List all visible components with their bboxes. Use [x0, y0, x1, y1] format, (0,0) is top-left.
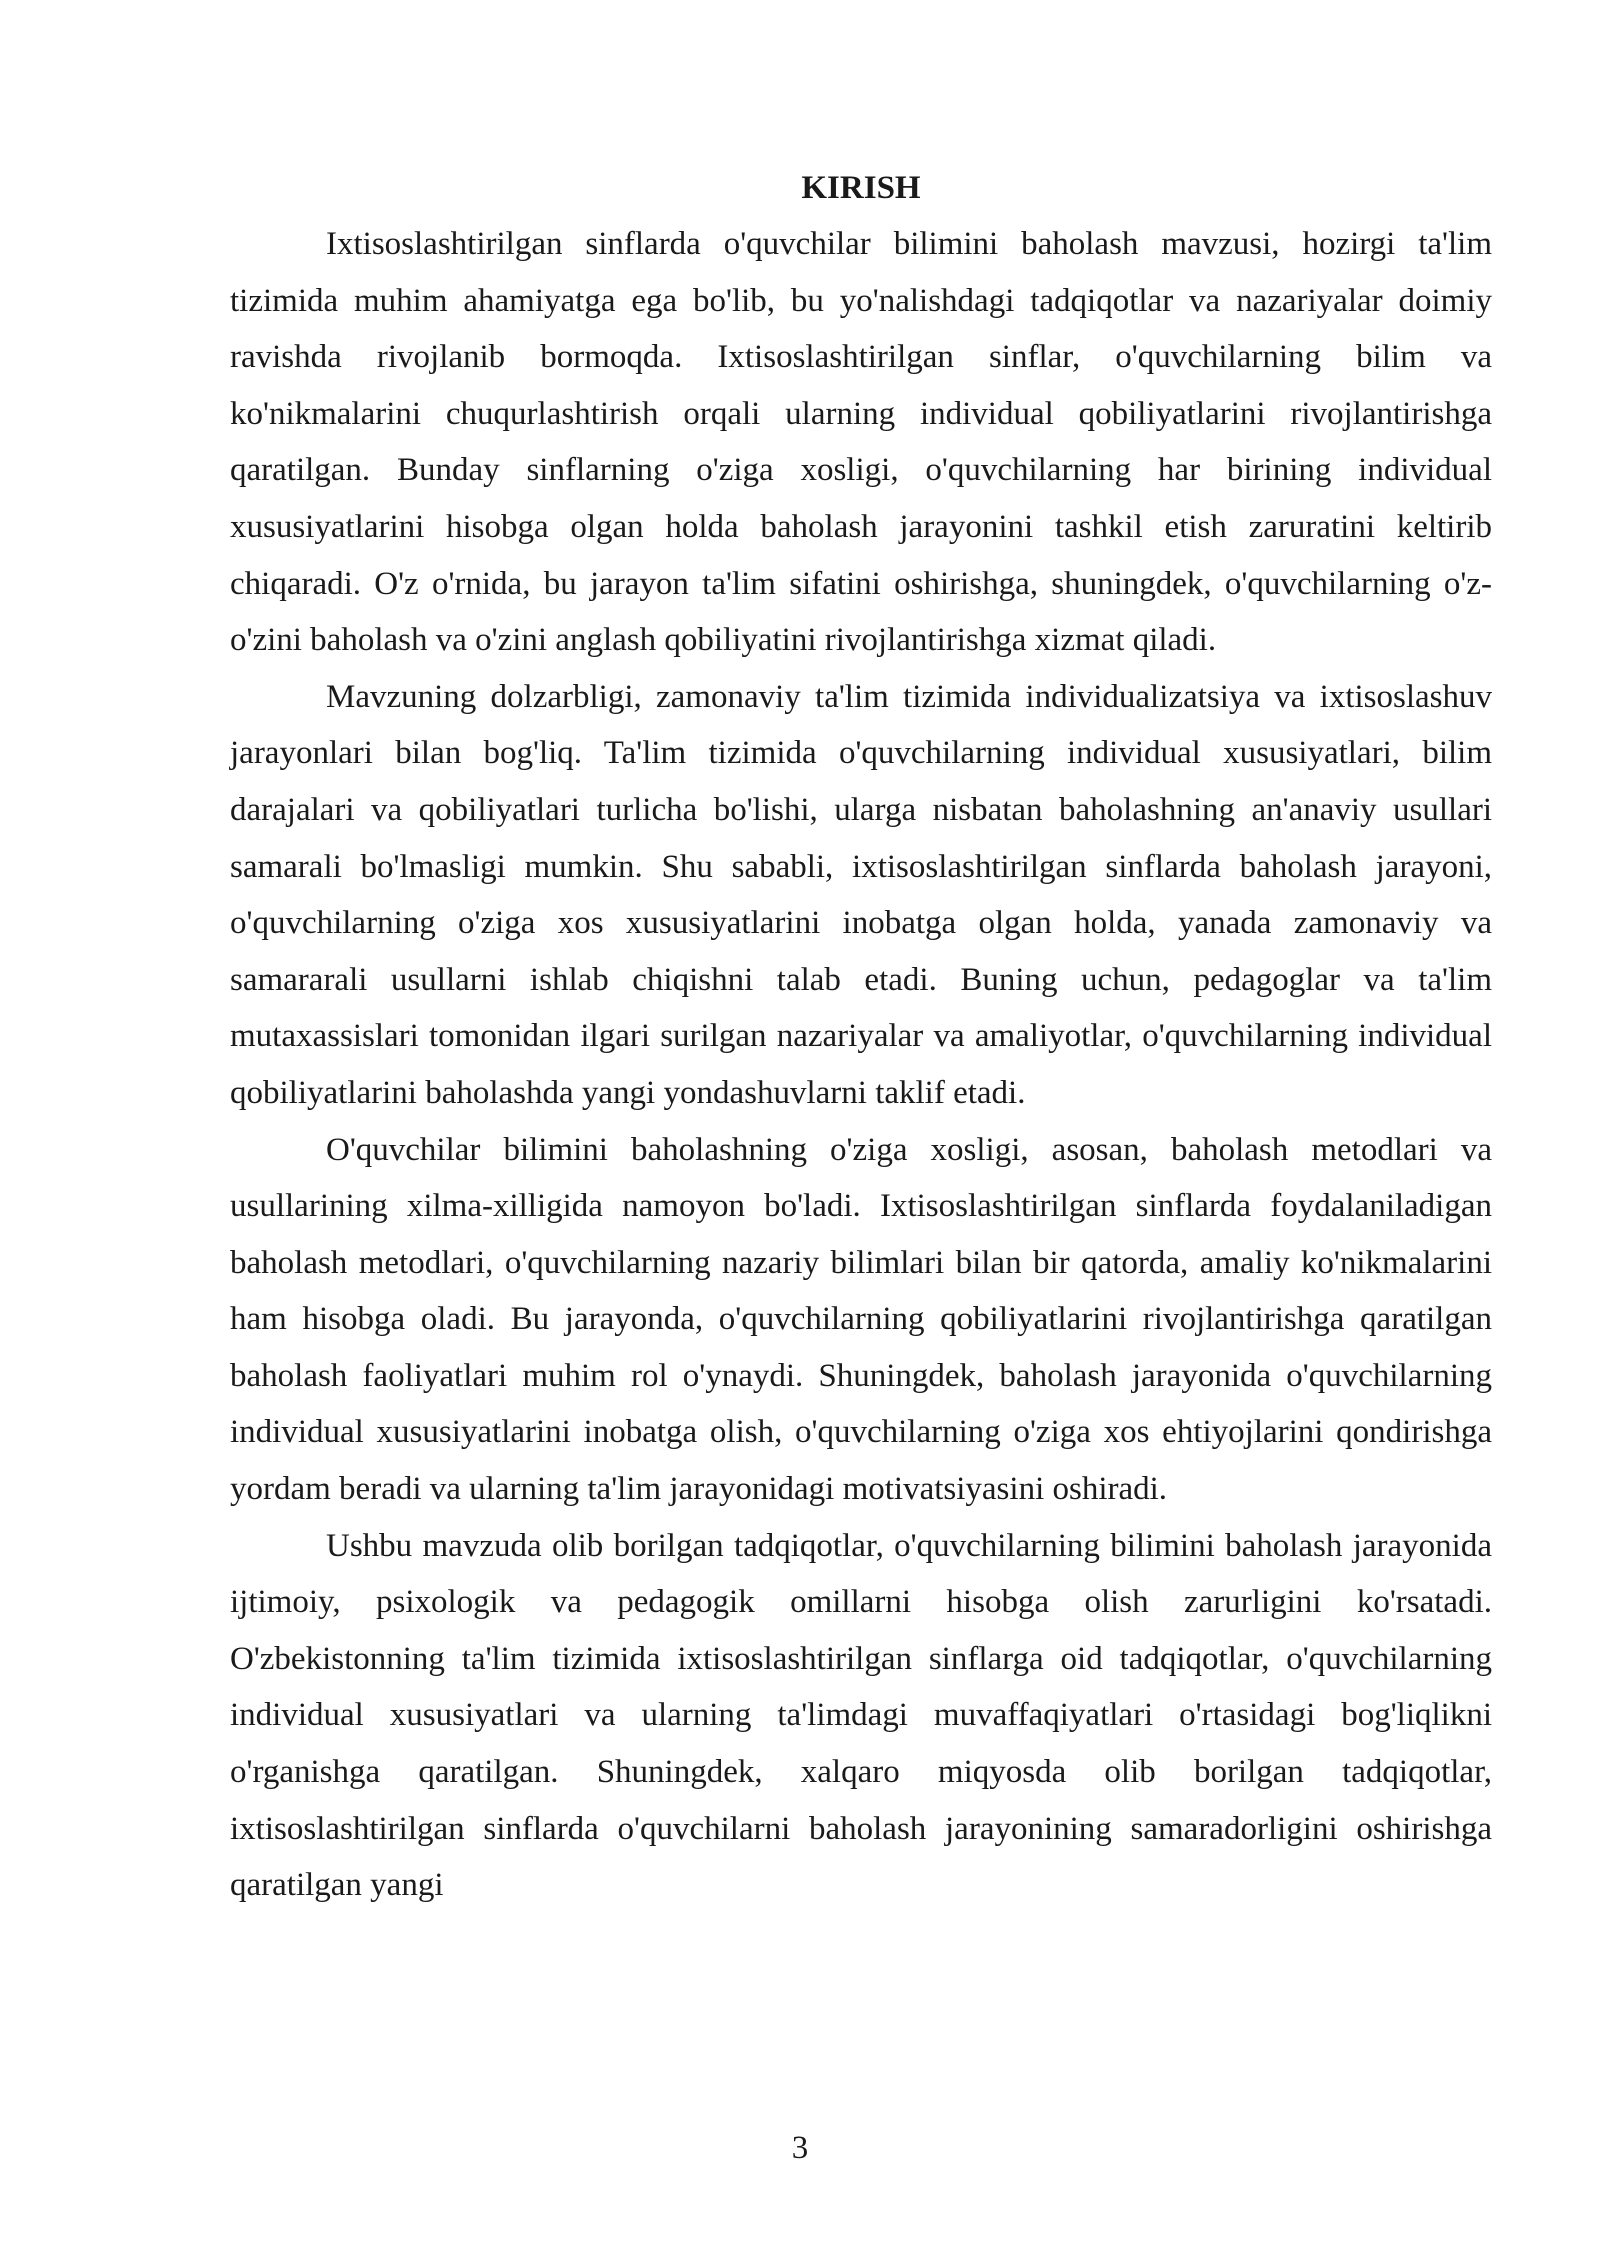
page-number: 3 [791, 2130, 809, 2166]
section-title: KIRISH [801, 170, 921, 206]
paragraph-4: Ushbu mavzuda olib borilgan tadqiqotlar, o'quvchilarning bilimini baholash jarayonida ijtimoiy, psixologik va pedagogik omillarni hisobga olish zarurligini ko'rsatadi. O'zbekistonning ta'lim tizimida ixtisoslashtirilgan sinflarga oid tadqiqotlar, o'quvchilarning individual xususiyatlari va ularning ta'limdagi muvaffaqiyatlari o'rtasidagi bog'liqlikni o'rganishga qaratilgan. Shuningdek, xalqaro miqyosda olib borilgan tadqiqotlar, ixtisoslashtirilgan sinflarda o'quvchilarni baholash jarayonining samaradorligini oshirishga qaratilgan yangi [230, 1527, 1492, 1904]
paragraph-1: Ixtisoslashtirilgan sinflarda o'quvchilar bilimini baholash mavzusi, hozirgi ta'lim tizimida muhim ahamiyatga ega bo'lib, bu yo'nalishdagi tadqiqotlar va nazariyalar doimiy ravishda rivojlanib bormoqda. Ixtisoslashtirilgan sinflar, o'quvchilarning bilim va ko'nikmalarini chuqurlashtirish orqali ularning individual qobiliyatlarini rivojlantirishga qaratilgan. Bunday sinflarning o'ziga xosligi, o'quvchilarning har birining individual xususiyatlarini hisobga olgan holda baholash jarayonini tashkil etish zaruratini keltirib chiqaradi. O'z o'rnida, bu jarayon ta'lim sifatini oshirishga, shuningdek, o'quvchilarning o'z-o'zini baholash va o'zini anglash qobiliyatini rivojlantirishga xizmat qiladi. [230, 226, 1492, 659]
page-content [230, 160, 1492, 1914]
paragraph-3: O'quvchilar bilimini baholashning o'ziga xosligi, asosan, baholash metodlari va usullarining xilma-xilligida namoyon bo'ladi. Ixtisoslashtirilgan sinflarda foydalaniladigan baholash metodlari, o'quvchilarning nazariy bilimlari bilan bir qatorda, amaliy ko'nikmalarini ham hisobga oladi. Bu jarayonda, o'quvchilarning qobiliyatlarini rivojlantirishga qaratilgan baholash faoliyatlari muhim rol o'ynaydi. Shuningdek, baholash jarayonida o'quvchilarning individual xususiyatlarini inobatga olish, o'quvchilarning o'ziga xos ehtiyojlarini qondirishga yordam beradi va ularning ta'lim jarayonidagi motivatsiyasini oshiradi. [230, 1131, 1492, 1508]
paragraph-2: Mavzuning dolzarbligi, zamonaviy ta'lim tizimida individualizatsiya va ixtisoslashuv jarayonlari bilan bog'liq. Ta'lim tizimida o'quvchilarning individual xususiyatlari, bilim darajalari va qobiliyatlari turlicha bo'lishi, ularga nisbatan baholashning an'anaviy usullari samarali bo'lmasligi mumkin. Shu sababli, ixtisoslashtirilgan sinflarda baholash jarayoni, o'quvchilarning o'ziga xos xususiyatlarini inobatga olgan holda, yanada zamonaviy va samararali usullarni ishlab chiqishni talab etadi. Buning uchun, pedagoglar va ta'lim mutaxassislari tomonidan ilgari surilgan nazariyalar va amaliyotlar, o'quvchilarning individual qobiliyatlarini baholashda yangi yondashuvlarni taklif etadi. [230, 678, 1492, 1111]
